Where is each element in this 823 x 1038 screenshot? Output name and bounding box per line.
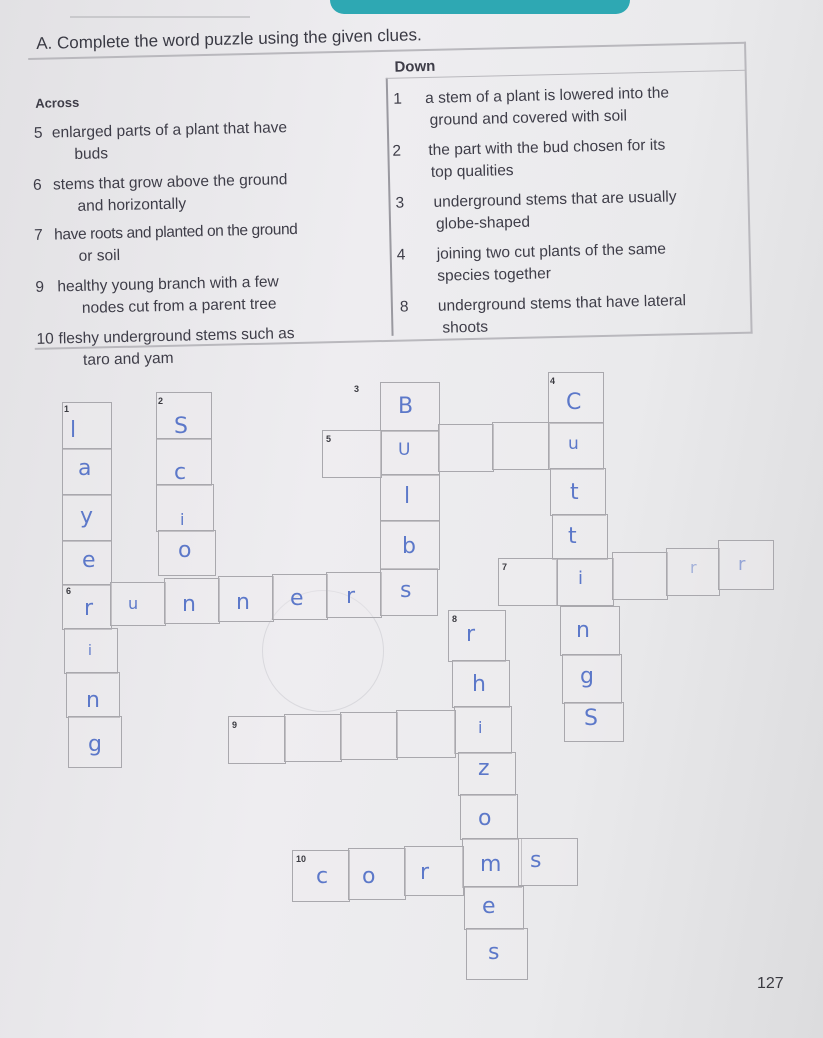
handwritten-letter: i (578, 568, 584, 589)
down-clue-text: the part with the bud chosen for its (428, 136, 666, 159)
handwritten-letter: o (178, 538, 192, 563)
handwritten-letter: e (82, 548, 96, 573)
handwritten-letter: o (478, 806, 492, 831)
down-clue-text: joining two cut plants of the same (436, 240, 667, 263)
across-clue-num: 5 (33, 124, 43, 142)
across-clue-num: 6 (32, 176, 42, 194)
across-clue-text: buds (74, 145, 109, 163)
handwritten-letter: n (182, 592, 196, 617)
across-clue-text: or soil (78, 246, 121, 265)
instruction-text: A. Complete the word puzzle using the given clues. (36, 25, 422, 53)
grid-cell[interactable] (552, 514, 608, 560)
handwritten-letter: r (738, 554, 746, 575)
down-clue-num: 3 (395, 194, 405, 212)
handwritten-letter: r (346, 584, 356, 609)
handwritten-letter: n (576, 618, 590, 643)
handwritten-letter: t (570, 480, 579, 505)
handwritten-letter: S (584, 706, 598, 731)
handwritten-letter: e (290, 586, 304, 611)
grid-number: 4 (550, 376, 556, 386)
handwritten-letter: e (482, 894, 496, 919)
down-header: Down (394, 57, 436, 76)
grid-cell[interactable] (284, 714, 342, 762)
across-clue-text: have roots and planted on the ground (54, 220, 298, 244)
grid-cell[interactable] (348, 848, 406, 900)
handwritten-letter: r (84, 596, 94, 621)
grid-number: 3 (354, 384, 360, 394)
grid-cell[interactable] (492, 422, 550, 470)
down-clue-text: a stem of a plant is lowered into the (425, 84, 670, 107)
grid-number: 1 (64, 404, 70, 414)
handwritten-letter: r (690, 558, 697, 577)
handwritten-letter: l (70, 418, 77, 443)
handwritten-letter: m (480, 852, 502, 877)
handwritten-letter: u (568, 434, 579, 454)
handwritten-letter: r (466, 622, 476, 647)
grid-number: 7 (502, 562, 508, 572)
grid-cell[interactable] (156, 484, 214, 532)
grid-cell[interactable] (396, 710, 456, 758)
handwritten-letter: B (398, 394, 414, 419)
handwritten-letter: u (128, 594, 139, 613)
handwritten-letter: C (566, 390, 582, 415)
handwritten-letter: y (80, 504, 94, 529)
handwritten-letter: n (236, 590, 250, 615)
handwritten-letter: n (86, 688, 100, 713)
across-clue-num: 7 (34, 226, 44, 244)
handwritten-letter: c (174, 460, 187, 485)
grid-number: 8 (452, 614, 458, 624)
handwritten-letter: i (180, 510, 185, 529)
handwritten-letter: S (174, 414, 188, 439)
down-clue-text: top qualities (430, 162, 514, 181)
down-clue-text: shoots (442, 318, 489, 337)
handwritten-letter: g (88, 732, 102, 757)
grid-number: 10 (296, 854, 307, 864)
grid-cell[interactable] (518, 838, 578, 886)
across-clue-text: enlarged parts of a plant that have (51, 119, 288, 142)
grid-cell[interactable] (560, 606, 620, 656)
grid-cell[interactable] (556, 558, 614, 606)
down-clue-text: globe-shaped (435, 213, 531, 233)
handwritten-letter: U (398, 440, 411, 460)
page-number: 127 (757, 975, 784, 992)
grid-cell[interactable] (340, 712, 398, 760)
grid-cell[interactable] (438, 424, 494, 472)
handwritten-letter: z (478, 756, 490, 781)
down-clue-text: underground stems that are usually (433, 188, 677, 211)
grid-cell[interactable] (612, 552, 668, 600)
across-clue-text: fleshy underground stems such as (58, 325, 295, 348)
down-clue-num: 4 (396, 246, 406, 264)
handwritten-letter: a (78, 456, 92, 481)
down-clue-num: 2 (392, 142, 402, 160)
handwritten-letter: i (478, 718, 483, 737)
down-clue-text: species together (437, 265, 552, 285)
across-clue-text: stems that grow above the ground (52, 171, 288, 194)
handwritten-letter: l (404, 484, 411, 509)
handwritten-letter: h (472, 672, 486, 697)
handwritten-letter: b (402, 534, 416, 559)
across-clue-text: taro and yam (82, 349, 174, 369)
down-clue-num: 1 (393, 90, 403, 108)
grid-number: 6 (66, 586, 72, 596)
across-clue-num: 10 (36, 330, 55, 348)
grid-cell[interactable] (718, 540, 774, 590)
handwritten-letter: r (420, 860, 430, 885)
across-clue-text: healthy young branch with a few (57, 273, 279, 296)
across-clue-text: nodes cut from a parent tree (81, 295, 277, 317)
across-clue-text: and horizontally (77, 195, 187, 215)
handwritten-letter: s (488, 940, 500, 965)
handwritten-letter: t (568, 524, 577, 549)
grid-number: 9 (232, 720, 238, 730)
handwritten-letter: g (580, 664, 594, 689)
handwritten-letter: c (316, 864, 329, 889)
handwritten-letter: o (362, 864, 376, 889)
handwritten-letter: i (88, 643, 92, 659)
across-clue-num: 9 (35, 278, 45, 296)
down-clue-text: ground and covered with soil (429, 107, 628, 129)
grid-number: 2 (158, 396, 164, 406)
handwritten-letter: s (530, 848, 542, 873)
grid-number: 5 (326, 434, 332, 444)
down-clue-num: 8 (399, 298, 409, 316)
grid-cell[interactable] (454, 706, 512, 754)
down-clue-text: underground stems that have lateral (437, 292, 687, 315)
handwritten-letter: s (400, 578, 412, 603)
grid-cell[interactable] (404, 846, 464, 896)
across-header: Across (35, 94, 80, 111)
